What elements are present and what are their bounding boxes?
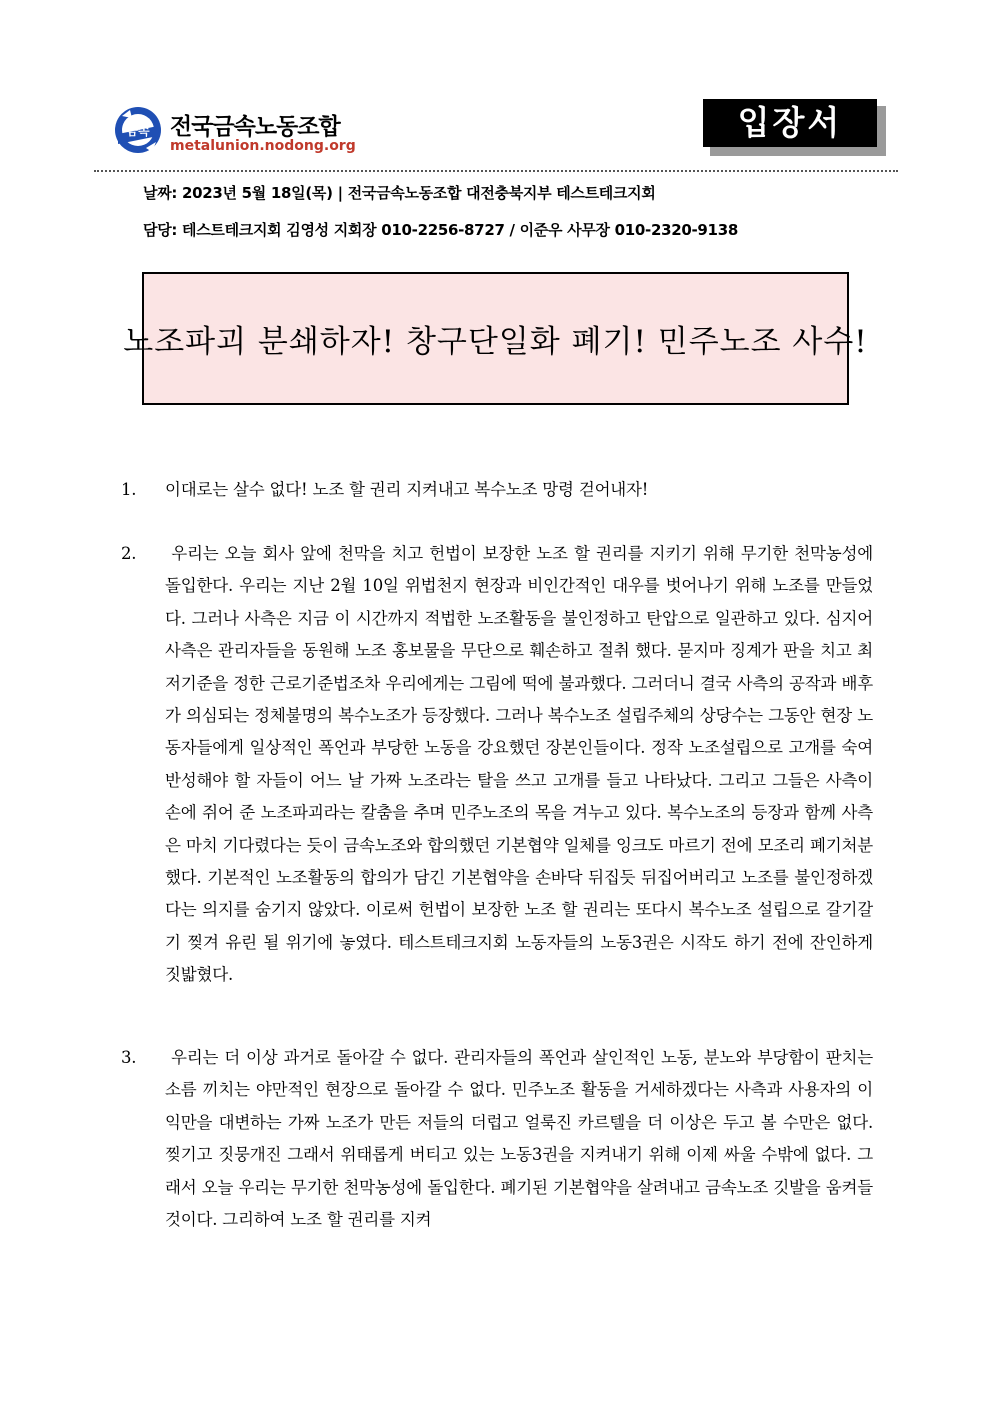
- body-item-3: [121, 1042, 873, 1236]
- item-text: 이대로는 살수 없다! 노조 할 권리 지켜내고 복수노조 망령 걷어내자!: [165, 480, 649, 499]
- item-text: 우리는 오늘 회사 앞에 천막을 치고 헌법이 보장한 노조 할 권리를 지키기 위해 무기한 천막농성에 돌입한다. 우리는 지난 2월 10일 위법천지 현장과 비인간적인 대우를 벗어나기 위해 노조를 만들었다. 그러나 사측은 지금 이 시간까지 적법한 노조활동을 불인정하고 탄압으로 일관하고 있다. 심지어 사측은 관리자들을 동원해 노조 홍보물을 무단으로 훼손하고 절취 했다. 묻지마 징계가 판을 치고 최저기준을 정한 근로기준법조차 우리에게는 그림에 떡에 불과했다. 그러더니 결국 사측의 공작과 배후가 의심되는 정체불명의 복수노조가 등장했다. 그러나 복수노조 설립주체의 상당수는 그동안 현장 노동자들에게 일상적인 폭언과 부당한 노동을 강요했던 장본인들이다. 정작 노조설립으로 고개를 숙여 반성해야 할 자들이 어느 날 가짜 노조라는 탈을 쓰고 고개를 들고 나타났다. 그리고 그들은 사측이 손에 쥐어 준 노조파괴라는 칼춤을 추며 민주노조의 목을 겨누고 있다. 복수노조의 등장과 함께 사측은 마치 기다렸다는 듯이 금속노조와 합의했던 기본협약 일체를 잉크도 마르기 전에 모조리 폐기처분했다. 기본적인 노조활동의 합의가 담긴 기본협약을 손바닥 뒤집듯 뒤집어버리고 노조를 불인정하겠다는 의지를 숨기지 않았다. 이로써 헌법이 보장한 노조 할 권리는 또다시 복수노조 설립으로 갈기갈기 찢겨 유린 될 위기에 놓였다. 테스트테크지회 노동자들의 노동3권은 시작도 하기 전에 잔인하게 짓밟혔다.: [165, 544, 873, 985]
- logo-text: 금속: [126, 124, 150, 138]
- document-title: 노조파괴 분쇄하자! 창구단일화 폐기! 민주노조 사수!: [123, 324, 868, 360]
- org-url: metalunion.nodong.org: [170, 138, 356, 154]
- doc-type-badge: 입장서: [703, 99, 877, 147]
- body-item-2: [121, 538, 873, 992]
- item-text: 우리는 더 이상 과거로 돌아갈 수 없다. 관리자들의 폭언과 살인적인 노동, 분노와 부당함이 판치는 소름 끼치는 야만적인 현장으로 돌아갈 수 없다. 민주노조 활동을 거세하겠다는 사측과 사용자의 이익만을 대변하는 가짜 노조가 만든 저들의 더럽고 얼룩진 카르텔을 더 이상은 두고 볼 수만은 없다. 찢기고 짓뭉개진 그래서 위태롭게 버티고 있는 노동3권을 지켜내기 위해 이제 싸울 수밖에 없다. 그래서 오늘 우리는 무기한 천막농성에 돌입한다. 폐기된 기본협약을 살려내고 금속노조 깃발을 움켜들 것이다. 그리하여 노조 할 권리를 지켜: [165, 1048, 873, 1230]
- item-number: 3.: [121, 1048, 137, 1067]
- body-item-1: [121, 474, 873, 506]
- item-number: 1.: [121, 480, 137, 499]
- metal-union-logo-icon: [112, 104, 164, 156]
- org-name: 전국금속노동조합: [170, 114, 340, 140]
- date-line: 날짜: 2023년 5월 18일(목) | 전국금속노동조합 대전충북지부 테스트테크지회: [143, 184, 656, 202]
- contact-line: 담당: 테스트테크지회 김영성 지회장 010-2256-8727 / 이준우 사무장 010-2320-9138: [143, 221, 738, 239]
- item-number: 2.: [121, 544, 137, 563]
- title-box: [123, 272, 868, 405]
- header-divider: [94, 170, 898, 172]
